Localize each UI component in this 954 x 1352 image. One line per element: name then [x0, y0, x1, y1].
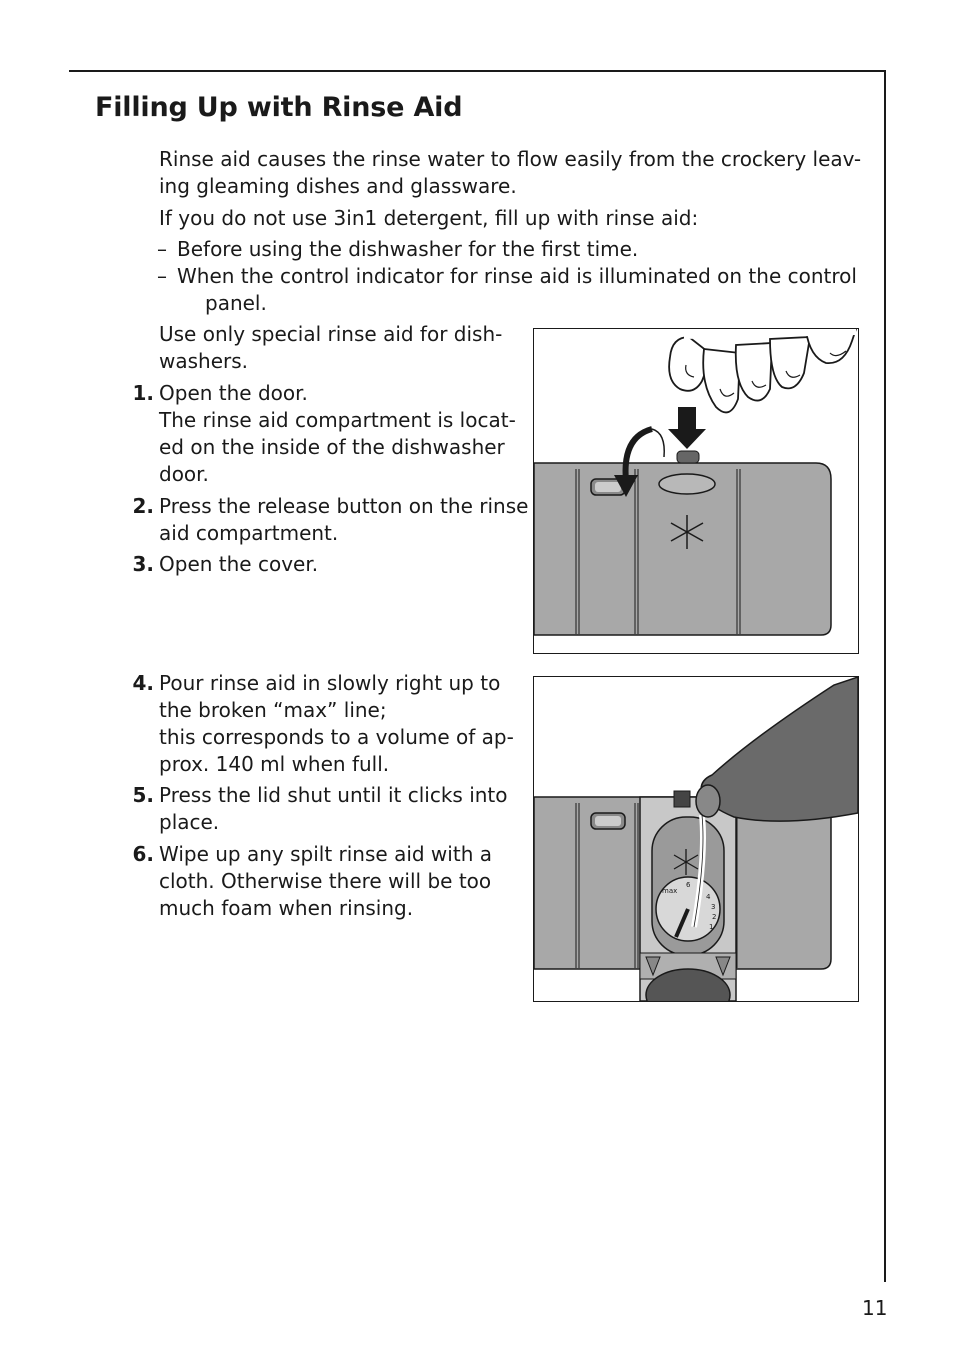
step-2-line-1: Press the release button on the rinse	[159, 494, 529, 518]
figure-pour-rinse-aid	[533, 676, 859, 1002]
step-1-line-2: The rinse aid compartment is locat-	[159, 408, 516, 432]
note-line-1: Use only special rinse aid for dish-	[159, 322, 503, 346]
step-number-5: 5.	[132, 783, 154, 807]
dial-label-4: 4	[706, 893, 711, 901]
step-6-line-1: Wipe up any spilt rinse aid with a	[159, 842, 492, 866]
pour-rinse-aid-illustration	[534, 677, 858, 1001]
dial-label-2: 2	[712, 913, 717, 921]
note-line-2: washers.	[159, 349, 249, 373]
bottle-cap	[674, 791, 690, 807]
step-1-line-1: Open the door.	[159, 381, 308, 405]
dial-label-6: 6	[686, 881, 691, 889]
intro-line-1: Rinse aid causes the rinse water to flow easily from the crockery leav-	[159, 147, 862, 171]
release-catch	[677, 451, 699, 463]
rinse-aid-bottle	[701, 677, 858, 821]
figure-release-button	[533, 328, 859, 654]
step-6-line-2: cloth. Otherwise there will be too	[159, 869, 492, 893]
condition-text: If you do not use 3in1 detergent, fill up with rinse aid:	[159, 206, 699, 230]
step-1-line-4: door.	[159, 462, 209, 486]
page-title: Filling Up with Rinse Aid	[95, 92, 463, 123]
step-4-line-2: the broken “max” line;	[159, 698, 387, 722]
step-number-1: 1.	[132, 381, 154, 405]
bullet-dash-1: –	[157, 237, 167, 261]
step-1-line-3: ed on the inside of the dishwasher	[159, 435, 505, 459]
right-rule	[884, 70, 886, 1282]
page-number: 11	[862, 1296, 888, 1320]
cover-outline	[652, 429, 664, 457]
step-2-line-2: aid compartment.	[159, 521, 339, 545]
dial-label-1: 1	[709, 923, 714, 931]
bullet-1-line-1: Before using the dishwasher for the first time.	[177, 237, 639, 261]
step-3-line-1: Open the cover.	[159, 552, 319, 576]
hand-illustration	[669, 329, 856, 412]
indicator-window-inner	[595, 482, 621, 492]
bullet-dash-2: –	[157, 264, 167, 288]
step-4-line-3: this corresponds to a volume of ap-	[159, 725, 514, 749]
bullet-2-line-2: panel.	[205, 291, 267, 315]
release-button-illustration	[534, 329, 858, 653]
bottle-nozzle	[696, 785, 720, 817]
step-number-4: 4.	[132, 671, 154, 695]
dial-label-max: max	[662, 887, 678, 895]
step-number-2: 2.	[132, 494, 154, 518]
intro-line-2: ing gleaming dishes and glassware.	[159, 174, 517, 198]
step-4-line-4: prox. 140 ml when full.	[159, 752, 390, 776]
step-5-line-1: Press the lid shut until it clicks into	[159, 783, 508, 807]
step-5-line-2: place.	[159, 810, 220, 834]
indicator-window-inner	[595, 816, 621, 826]
release-button	[659, 474, 715, 494]
dial-label-5: 5	[698, 885, 703, 893]
step-4-line-1: Pour rinse aid in slowly right up to	[159, 671, 501, 695]
bullet-2-line-1: When the control indicator for rinse aid is illuminated on the control	[177, 264, 857, 288]
dial-label-3: 3	[711, 903, 716, 911]
step-6-line-3: much foam when rinsing.	[159, 896, 414, 920]
step-number-3: 3.	[132, 552, 154, 576]
step-number-6: 6.	[132, 842, 154, 866]
top-rule	[69, 70, 886, 72]
press-down-arrow-icon	[668, 407, 706, 449]
